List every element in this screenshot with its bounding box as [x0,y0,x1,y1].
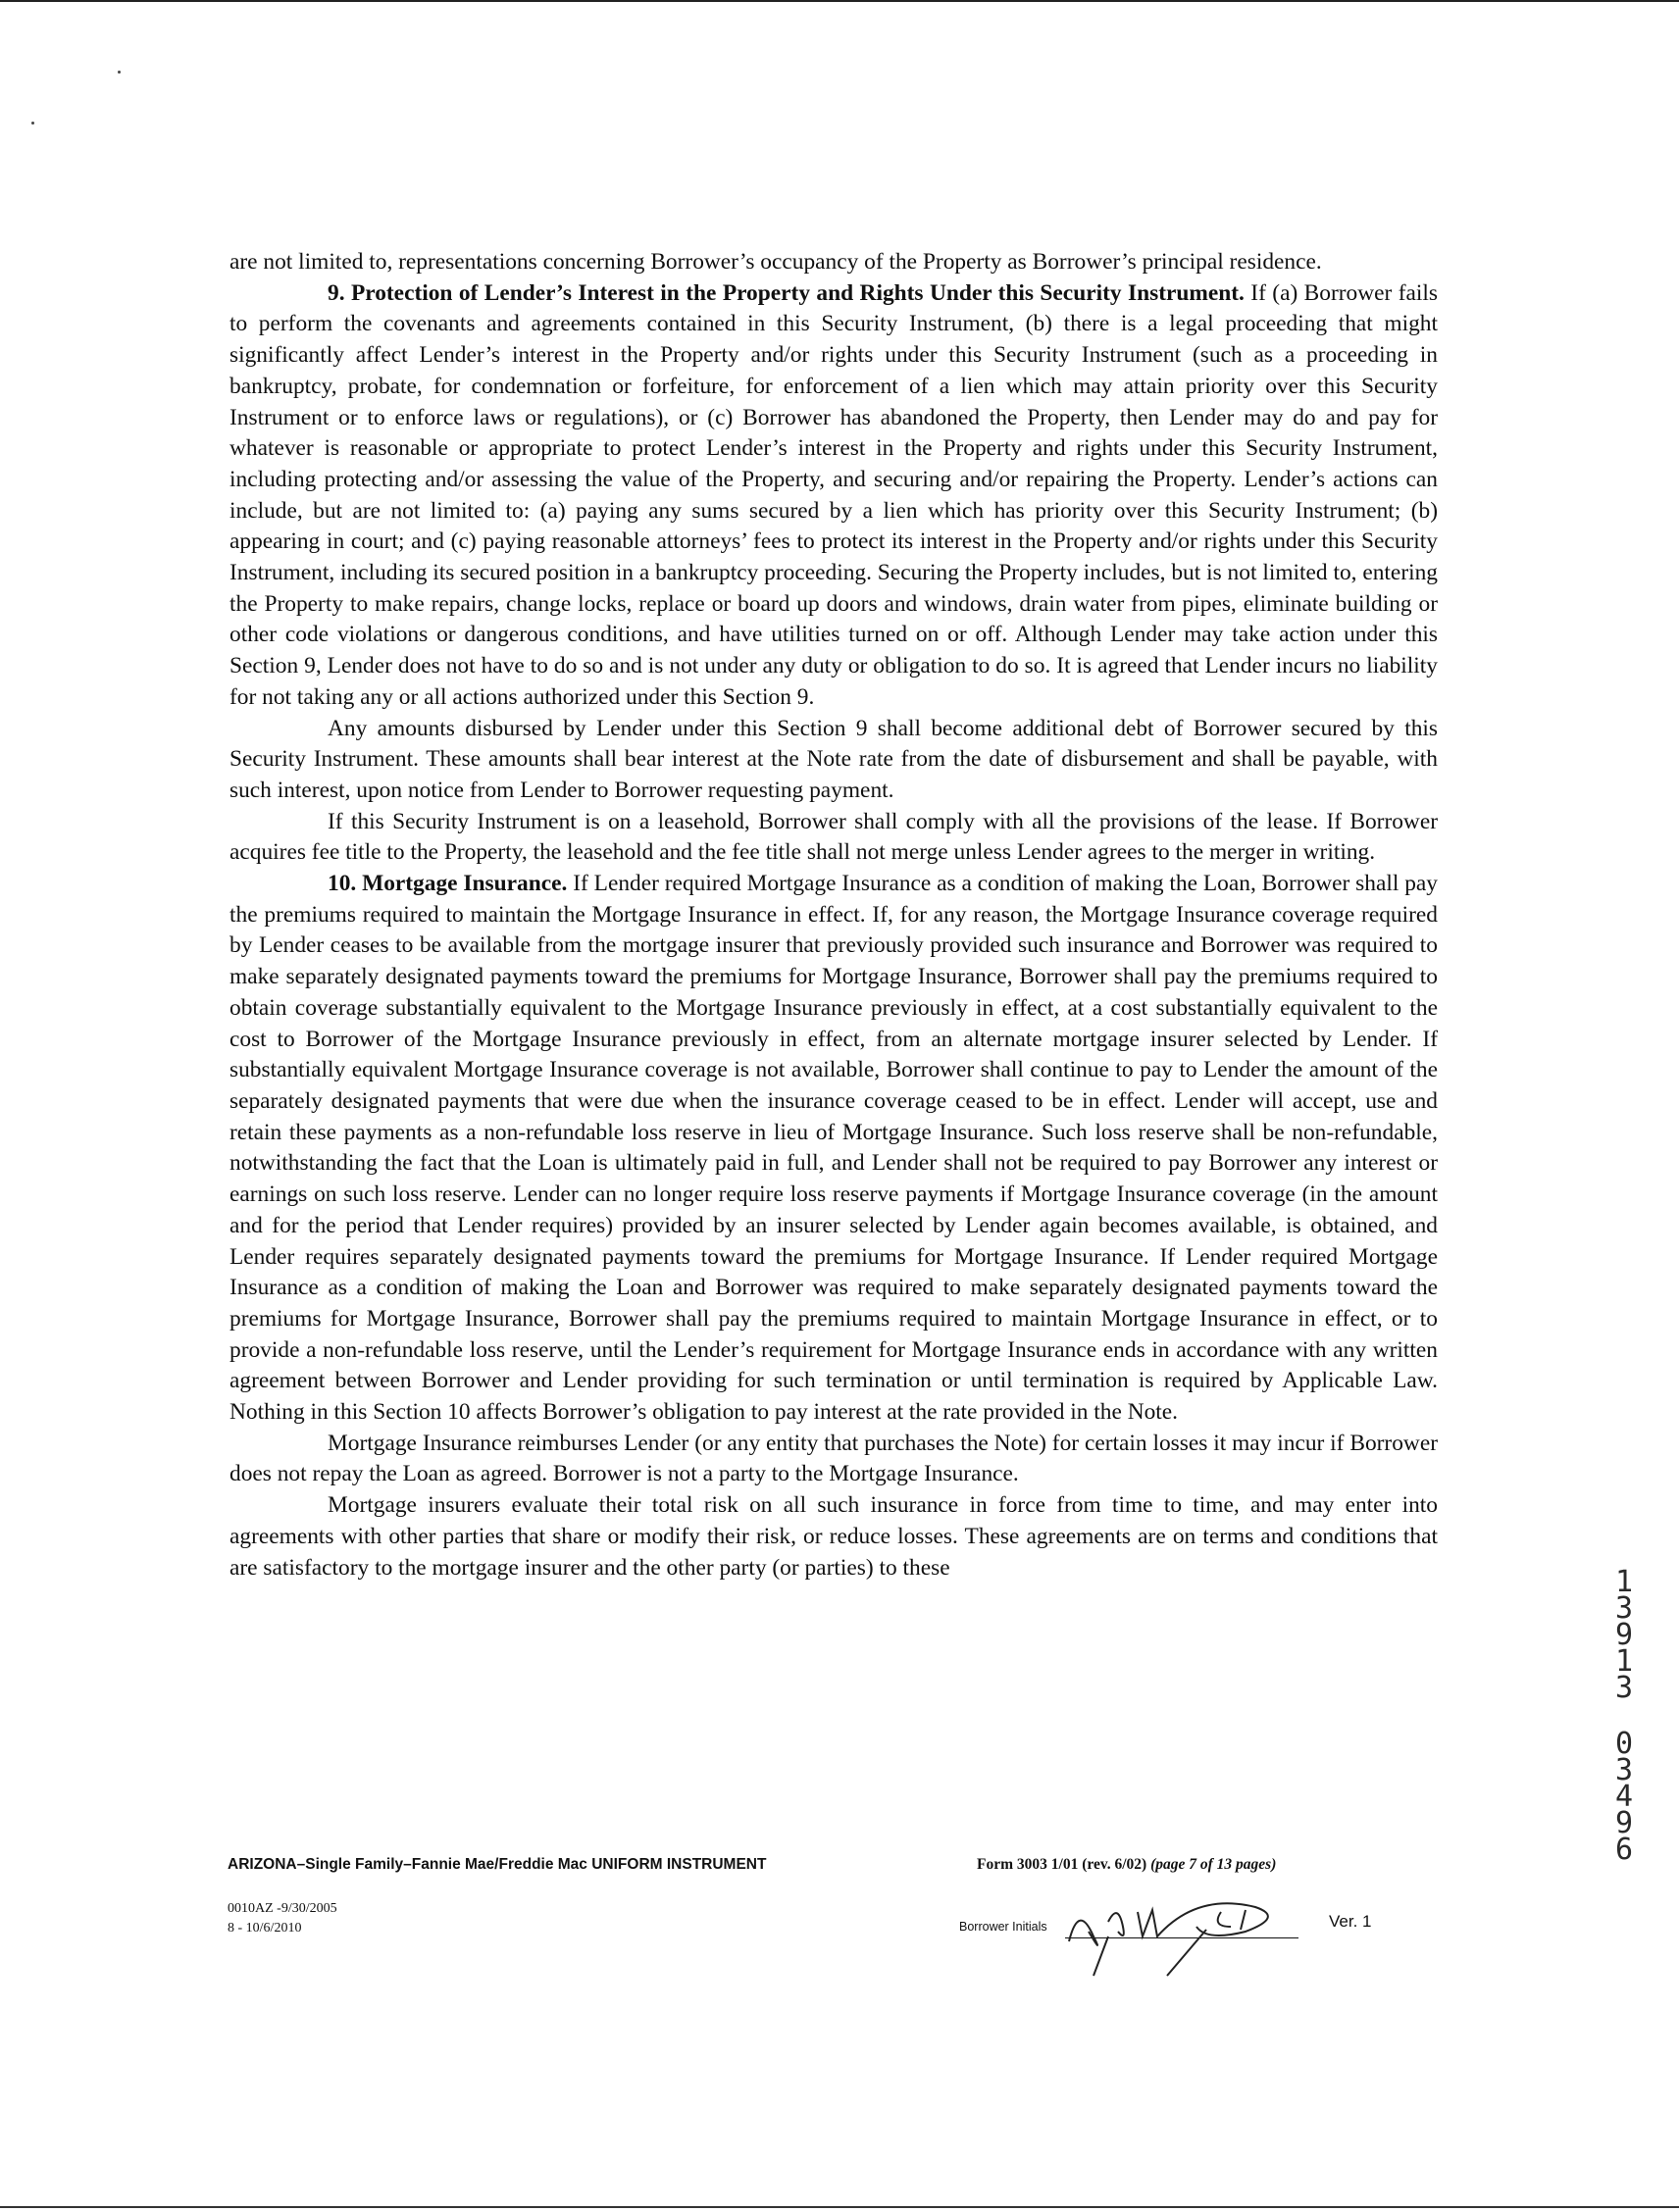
side-document-number-stamp: 1 3 9 1 3 0 3 4 9 6 [1614,1565,1634,1867]
paragraph-leasehold: If this Security Instrument is on a leasehold, Borrower shall comply with all the provisions of the lease. If Borrower acquires fee title to the Property, the leasehold and the fee title shall not merge unless Lender agrees to the merger in writing. [229,808,1438,866]
form-code-2: 8 - 10/6/2010 [228,1921,302,1936]
page-indicator: (page 7 of 13 pages) [1150,1856,1277,1873]
form-code-1: 0010AZ -9/30/2005 [228,1901,337,1916]
paragraph-continued: are not limited to, representations concerning Borrower’s occupancy of the Property as Borrower’s principal residence. [229,249,1322,275]
scan-edge-top [0,0,1679,2]
section-9-heading: 9. Protection of Lender’s Interest in the Property and Rights Under this Security Instrument. [328,279,1245,306]
form-codes [228,1899,337,1938]
scan-speck [118,71,121,74]
document-body [229,247,1438,1584]
paragraph-section-10: 10. Mortgage Insurance. If Lender required Mortgage Insurance as a condition of making the Loan, Borrower shall pay the premiums required to maintain the Mortgage Insurance in effect. If, for any reason, the Mortgage Insurance coverage required by Lender ceases to be available from the mortgage insurer that previously provided such insurance and Borrower was required to make separately designated payments toward the premiums for Mortgage Insurance, Borrower shall pay the premiums required to obtain coverage substantially equivalent to the Mortgage Insurance previously in effect, at a cost substantially equivalent to the cost to Borrower of the Mortgage Insurance previously in effect, from an alternate mortgage insurer selected by Lender. If substantially equivalent Mortgage Insurance coverage is not available, Borrower shall continue to pay to Lender the amount of the separately designated payments that were due when the insurance coverage ceased to be in effect. Lender will accept, use and retain these payments as a non-refundable loss reserve in lieu of Mortgage Insurance. Such loss reserve shall be non-refundable, notwithstanding the fact that the Loan is ultimately paid in full, and Lender shall not be required to pay Borrower any interest or earnings on such loss reserve. Lender can no longer require loss reserve payments if Mortgage Insurance coverage (in the amount and for the period that Lender requires) provided by an insurer selected by Lender again becomes available, is obtained, and Lender requires separately designated payments toward the premiums for Mortgage Insurance. If Lender required Mortgage Insurance as a condition of making the Loan and Borrower was required to make separately designated payments toward the premiums for Mortgage Insurance, Borrower shall pay the premiums required to maintain Mortgage Insurance in effect, or to provide a non-refundable loss reserve, until the Lender’s requirement for Mortgage Insurance ends in accordance with any written agreement between Borrower and Lender providing for such termination or until termination is required by Applicable Law. Nothing in this Section 10 affects Borrower’s obligation to pay interest at the rate provided in the Note. [229,871,1439,1426]
section-10-heading: 10. Mortgage Insurance. [328,871,568,897]
form-title: ARIZONA–Single Family–Fannie Mae/Freddie Mac UNIFORM INSTRUMENT [228,1856,767,1873]
scan-edge-bottom [0,2206,1679,2208]
form-footer [228,1856,1444,1874]
paragraph-mi-reimburses: Mortgage Insurance reimburses Lender (or any entity that purchases the Note) for certain losses it may incur if Borrower does not repay the Loan as agreed. Borrower is not a party to the Mortgage Insurance. [229,1430,1438,1487]
borrower-initials-label: Borrower Initials [959,1920,1047,1934]
borrower-initials-signature [1049,1883,1324,1981]
scan-speck [31,122,34,125]
paragraph-section-9: 9. Protection of Lender’s Interest in the Property and Rights Under this Security Instrument. If (a) Borrower fails to perform the covenants and agreements contained in this Security Instrument, (b) there is a legal proceeding that might significantly affect Lender’s interest in the Property and/or rights under this Security Instrument (such as a proceeding in bankruptcy, probate, for condemnation or forfeiture, for enforcement of a lien which may attain priority over this Security Instrument or to enforce laws or regulations), or (c) Borrower has abandoned the Property, then Lender may do and pay for whatever is reasonable or appropriate to protect Lender’s interest in the Property and rights under this Security Instrument, including protecting and/or assessing the value of the Property, and securing and/or repairing the Property. Lender’s actions can include, but are not limited to: (a) paying any sums secured by a lien which has priority over this Security Instrument; (b) appearing in court; and (c) paying reasonable attorneys’ fees to protect its interest in the Property and/or rights under this Security Instrument, including its secured position in a bankruptcy proceeding. Securing the Property includes, but is not limited to, entering the Property to make repairs, change locks, replace or board up doors and windows, drain water from pipes, eliminate building or other code violations or dangerous conditions, and have utilities turned on or off. Although Lender may take action under this Section 9, Lender does not have to do so and is not under any duty or obligation to do so. It is agreed that Lender incurs no liability for not taking any or all actions authorized under this Section 9. [229,279,1438,710]
version-label: Ver. 1 [1329,1912,1372,1931]
form-number: Form 3003 1/01 (rev. 6/02) (page 7 of 13 pages) [977,1856,1277,1873]
paragraph-amounts-disbursed: Any amounts disbursed by Lender under this Section 9 shall become additional debt of Borrower secured by this Security Instrument. These amounts shall bear interest at the Note rate from the date of disbursement and shall be payable, with such interest, upon notice from Lender to Borrower requesting payment. [229,715,1438,803]
paragraph-mi-insurers: Mortgage insurers evaluate their total risk on all such insurance in force from time to time, and may enter into agreements with other parties that share or modify their risk, or reduce losses. These agreements are on terms and conditions that are satisfactory to the mortgage insurer and the other party (or parties) to these [229,1492,1438,1581]
